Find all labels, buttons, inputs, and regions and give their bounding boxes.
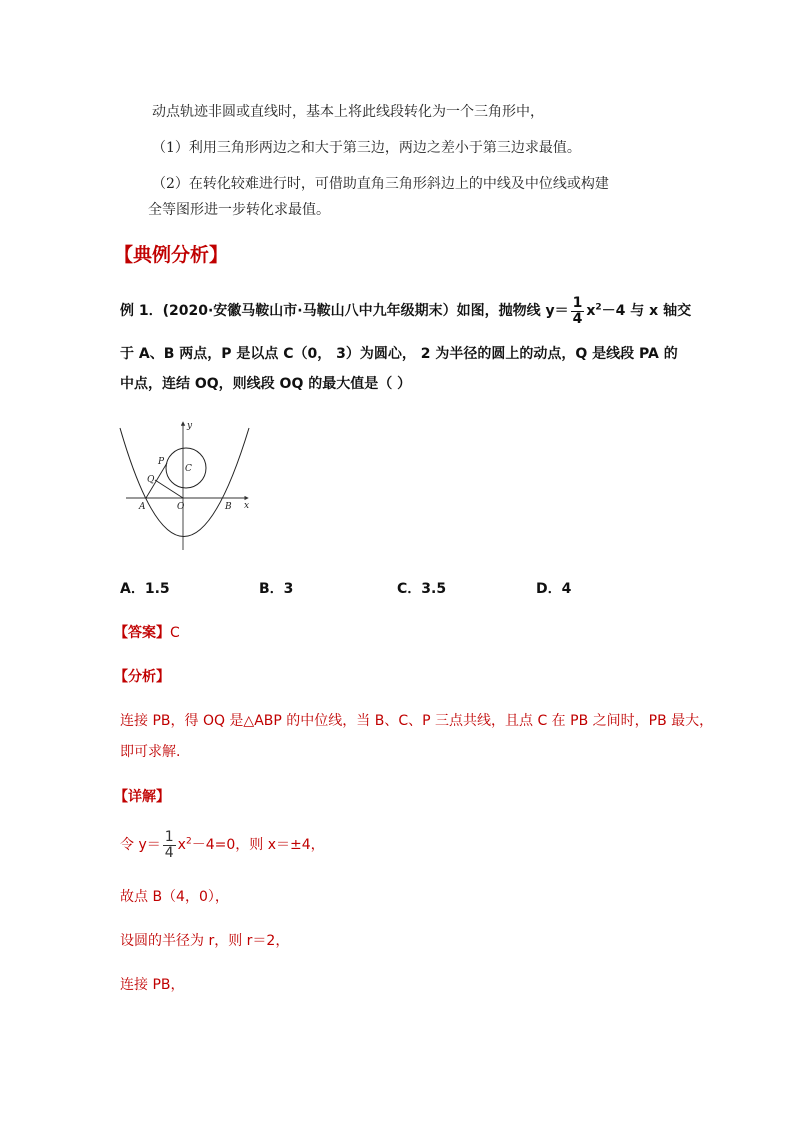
detail-rest: －4=0，则 x＝±4， xyxy=(191,837,325,854)
label-x: x xyxy=(244,501,250,511)
answer-value: C xyxy=(170,625,180,641)
label-o: O xyxy=(177,502,185,512)
detail-line-1 xyxy=(120,830,325,860)
answer-line xyxy=(114,622,180,642)
answer-tag: 【答案】 xyxy=(114,625,170,641)
example-frac-num: 1 xyxy=(572,295,583,311)
detail-prefix: 令 y＝ xyxy=(120,837,161,854)
detail-frac-num: 1 xyxy=(164,829,174,845)
example-rest: －4 与 x 轴交 xyxy=(601,303,692,320)
label-b: B xyxy=(225,502,232,512)
detail-line-4: 连接 PB， xyxy=(120,977,185,993)
parabola-curve xyxy=(120,428,249,537)
detail-fraction xyxy=(163,830,176,860)
intro-line-3b: 全等图形进一步转化求最值。 xyxy=(148,202,330,218)
intro-line-2: （1）利用三角形两边之和大于第三边，两边之差小于第三边求最值。 xyxy=(152,140,581,156)
detail-tag: 【详解】 xyxy=(114,789,170,805)
example-x: x xyxy=(586,303,596,320)
label-a: A xyxy=(139,502,146,512)
segment-oq xyxy=(155,480,183,498)
example-prefix: 例 1．(2020·安徽马鞍山市·马鞍山八中九年级期末）如图，抛物线 y＝ xyxy=(120,303,569,320)
example-line-1 xyxy=(120,296,691,326)
example-line-2: 于 A、B 两点，P 是以点 C（0， 3）为圆心， 2 为半径的圆上的动点，Q 是线段 PA 的 xyxy=(120,346,678,362)
intro-line-3a: （2）在转化较难进行时，可借助直角三角形斜边上的中线及中位线或构建 xyxy=(152,176,609,192)
option-a[interactable]: A．1.5 xyxy=(120,581,170,597)
analysis-line-1: 连接 PB，得 OQ 是△ABP 的中位线，当 B、C、P 三点共线，且点 C 在 PB 之间时，PB 最大， xyxy=(120,713,714,729)
label-y: y xyxy=(187,421,193,431)
example-fraction xyxy=(571,296,585,326)
detail-line-3: 设圆的半径为 r，则 r＝2， xyxy=(120,933,290,949)
example-line-3: 中点，连结 OQ，则线段 OQ 的最大值是（ ） xyxy=(120,376,412,392)
label-p: P xyxy=(158,457,165,467)
parabola-figure xyxy=(110,418,260,553)
option-d[interactable]: D．4 xyxy=(536,581,572,597)
option-c[interactable]: C．3.5 xyxy=(397,581,447,597)
label-c: C xyxy=(185,464,192,474)
label-q: Q xyxy=(147,475,155,485)
detail-line-2: 故点 B（4，0）， xyxy=(120,889,229,905)
analysis-tag: 【分析】 xyxy=(114,669,170,685)
detail-x: x xyxy=(177,837,186,854)
detail-exponent: 2 xyxy=(185,836,192,847)
detail-frac-den: 4 xyxy=(164,844,174,861)
option-b[interactable]: B．3 xyxy=(259,581,294,597)
intro-line-1: 动点轨迹非圆或直线时，基本上将此线段转化为一个三角形中， xyxy=(152,104,544,120)
example-exponent: 2 xyxy=(595,302,602,313)
analysis-line-2: 即可求解. xyxy=(120,744,181,760)
example-frac-den: 4 xyxy=(572,310,583,327)
section-title: 【典例分析】 xyxy=(114,244,229,266)
